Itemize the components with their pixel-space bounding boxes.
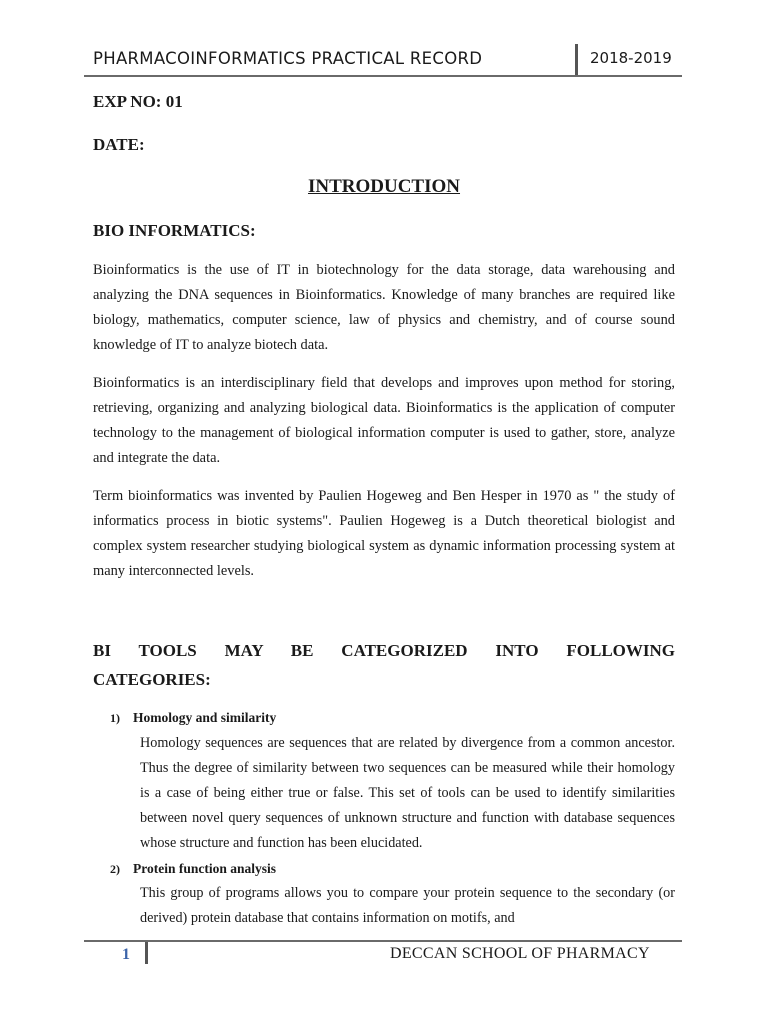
list-item-number: 1) — [110, 711, 120, 725]
list-item-body: This group of programs allows you to compare your protein sequence to the secondary (or derived) protein database that contains information on motifs, and — [140, 885, 675, 926]
list-item-number: 2) — [110, 862, 120, 876]
list-item-title: Homology and similarity — [133, 710, 277, 725]
page-title: INTRODUCTION — [307, 176, 461, 197]
bi-tools-heading — [93, 636, 675, 694]
header-year: 2018-2019 — [590, 49, 672, 67]
header-rule — [84, 75, 682, 77]
footer-school: DECCAN SCHOOL OF PHARMACY — [390, 945, 650, 962]
page-number: 1 — [122, 946, 130, 963]
exp-number: EXP NO: 01 — [93, 92, 183, 111]
footer-rule — [84, 940, 682, 942]
paragraph-3: Term bioinformatics was invented by Paulien Hogeweg and Ben Hesper in 1970 as " the study of informatics process in biotic systems". Paulien Hogeweg is a Dutch theoretical biologist and complex system researcher studying biological system as dynamic information processing system at many interconnected levels. — [93, 488, 675, 579]
paragraph-2: Bioinformatics is an interdisciplinary field that develops and improves upon method for storing, retrieving, organizing and analyzing biological data. Bioinformatics is the application of computer technology to the management of biological information computer is used to gather, store, analyze and integrate the data. — [93, 375, 675, 466]
section-heading: BIO INFORMATICS: — [93, 221, 256, 240]
list-item-body: Homology sequences are sequences that are related by divergence from a common ancestor. Thus the degree of similarity between two sequences can be measured while their homology is a case of being either true or false. This set of tools can be used to identify similarities between novel query sequences of unknown structure and function with database sequences whose structure and function has been elucidated. — [140, 735, 675, 851]
date-label: DATE: — [93, 135, 145, 154]
paragraph-1: Bioinformatics is the use of IT in biotechnology for the data storage, data warehousing and analyzing the DNA sequences in Bioinformatics. Knowledge of many branches are required like biology, mathematics, computer science, law of physics and chemistry, and of course sound knowledge of IT to analyze biotech data. — [93, 262, 675, 353]
header-title: PHARMACOINFORMATICS PRACTICAL RECORD — [93, 49, 483, 68]
bi-tools-heading-line2: CATEGORIES: — [93, 670, 211, 689]
list-item-heading — [110, 710, 276, 726]
bi-tools-heading-line1: BI TOOLS MAY BE CATEGORIZED INTO FOLLOWING — [93, 641, 675, 660]
list-item-heading — [110, 861, 276, 877]
list-item-title: Protein function analysis — [133, 861, 277, 876]
footer-separator — [145, 942, 148, 964]
header-separator — [575, 44, 578, 76]
